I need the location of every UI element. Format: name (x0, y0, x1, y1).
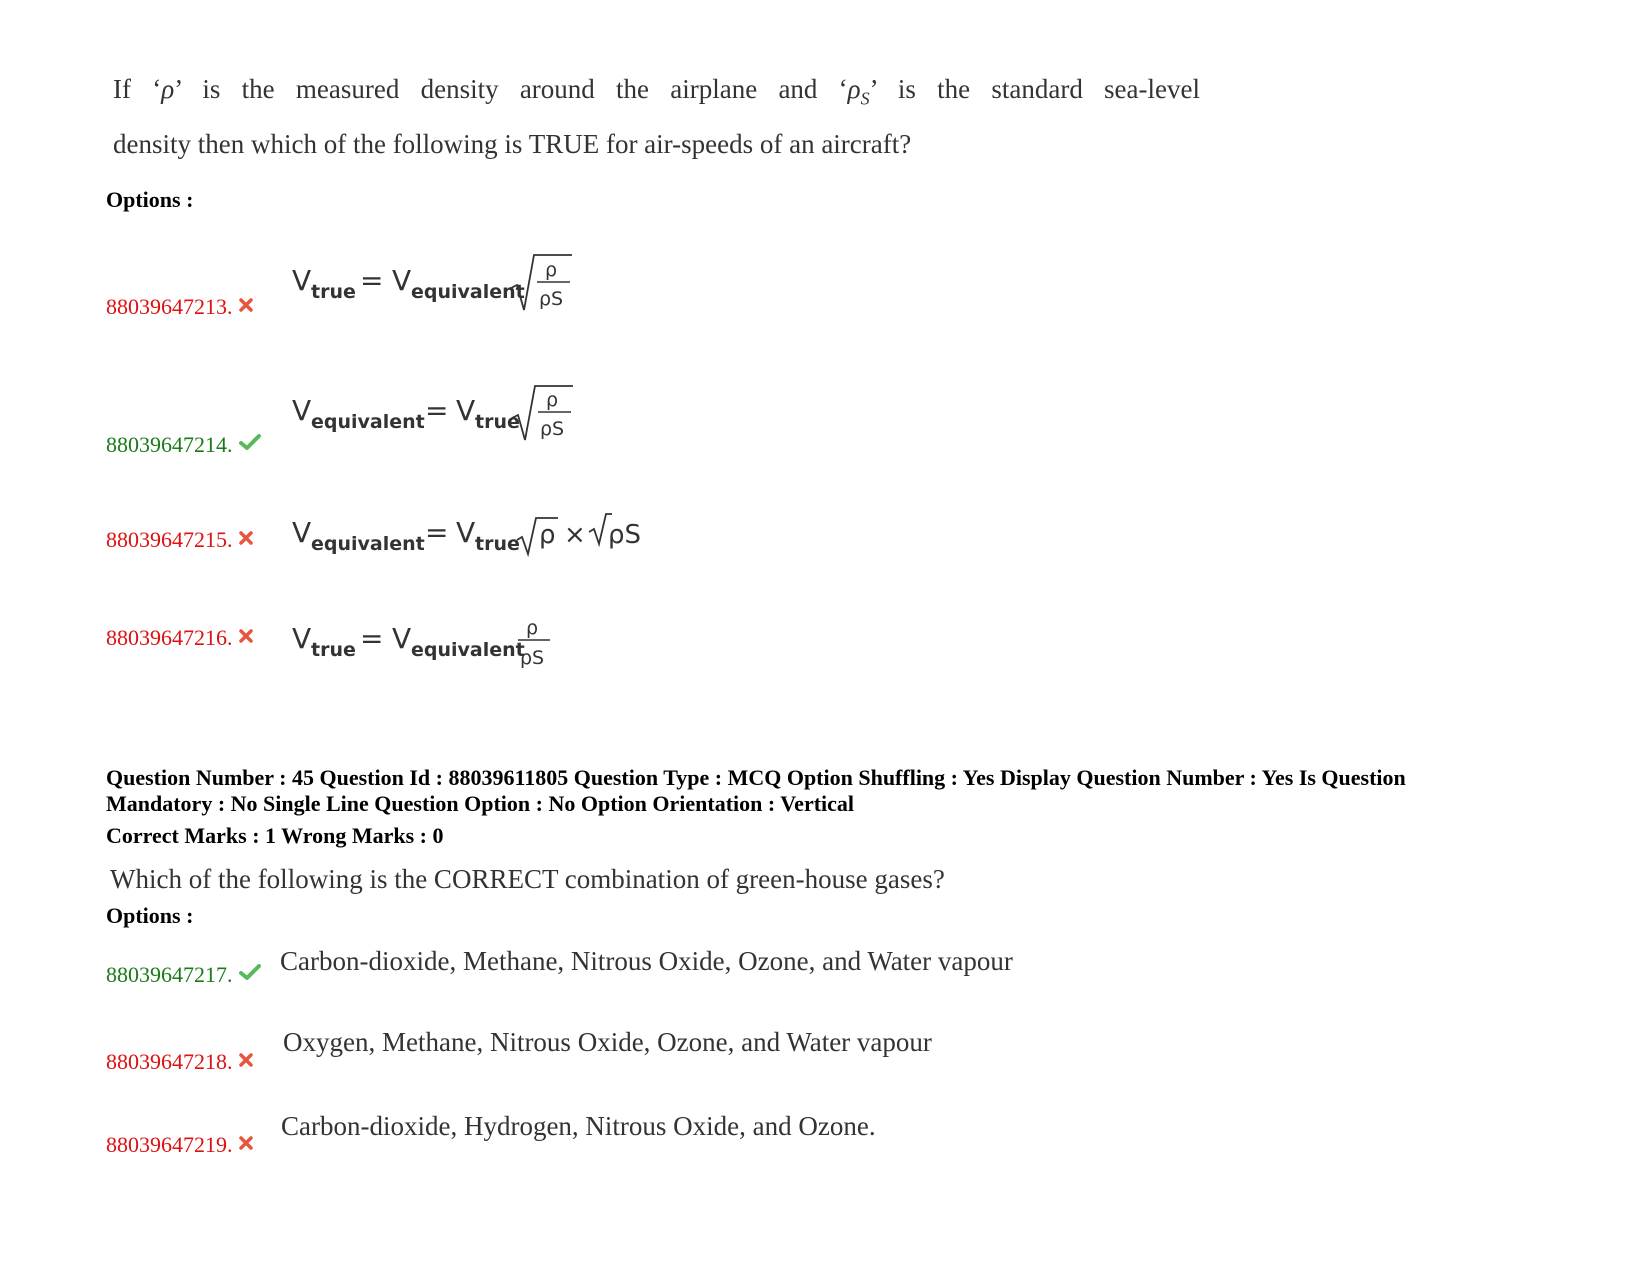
option-formula-1 (290, 248, 590, 335)
formula-sub-true: true (475, 411, 520, 433)
question-text-line-2: density then which of the following is TRUE for air-speeds of an aircraft? (113, 129, 912, 159)
formula-v: V (456, 516, 476, 549)
option-formula-2 (290, 384, 590, 471)
formula-eq: = (425, 394, 449, 427)
cross-icon (239, 623, 253, 649)
formula-numerator: ρ (526, 617, 539, 639)
formula-times: × (564, 520, 586, 550)
formula-sub-true: true (311, 639, 356, 661)
formula-sub-true: true (475, 533, 520, 555)
formula-v: V (292, 622, 312, 655)
option-id: 88039647216. (106, 623, 253, 651)
formula-v: V (392, 622, 412, 655)
formula-eq: = (360, 622, 384, 655)
formula-numerator: ρ (546, 389, 559, 411)
formula-denominator: ρS (539, 288, 564, 310)
formula-sub-true: true (311, 281, 356, 303)
formula-sub-equivalent: equivalent (311, 411, 425, 433)
option-id: 88039647219. (106, 1130, 253, 1158)
cross-icon (239, 1130, 253, 1156)
option-id: 88039647217. (106, 960, 261, 988)
formula-v: V (392, 264, 412, 297)
formula-numerator: ρ (545, 259, 558, 281)
question-text: Which of the following is the CORRECT combination of green-house gases? (110, 864, 945, 894)
option-formula-3 (290, 512, 660, 569)
question-meta-line-2: Mandatory : No Single Line Question Option : No Option Orientation : Vertical (106, 791, 855, 816)
option-id: 88039647215. (106, 525, 253, 553)
check-icon (239, 960, 261, 986)
cross-icon (239, 1047, 253, 1073)
options-label: Options : (106, 903, 194, 928)
formula-rho: ρ (539, 520, 556, 550)
question-text-line-1: If ‘ρ’ is the measured density around the airplane and ‘$\rho_S$’ is the standard sea-level (113, 74, 1200, 109)
options-label: Options : (106, 187, 194, 212)
question-marks: Correct Marks : 1 Wrong Marks : 0 (106, 823, 444, 848)
cross-icon (239, 525, 253, 551)
formula-denominator: ρS (520, 647, 545, 669)
formula-sub-equivalent: equivalent (411, 639, 525, 661)
formula-v: V (292, 516, 312, 549)
option-text: Carbon-dioxide, Hydrogen, Nitrous Oxide, and Ozone. (281, 1111, 876, 1141)
formula-sub-equivalent: equivalent (311, 533, 425, 555)
formula-sub-equivalent: equivalent (411, 281, 525, 303)
question-meta-line-1: Question Number : 45 Question Id : 88039611805 Question Type : MCQ Option Shuffling : Yes Display Question Number : Yes Is Question (106, 765, 1406, 790)
option-text: Carbon-dioxide, Methane, Nitrous Oxide, Ozone, and Water vapour (280, 946, 1013, 976)
formula-rho-s: ρS (608, 520, 642, 550)
formula-eq: = (360, 264, 384, 297)
check-icon (239, 430, 261, 456)
option-id: 88039647214. (106, 430, 261, 458)
formula-v: V (292, 394, 312, 427)
cross-icon (239, 292, 253, 318)
option-id: 88039647218. (106, 1047, 253, 1075)
formula-v: V (292, 264, 312, 297)
formula-denominator: ρS (540, 418, 565, 440)
option-id: 88039647213. (106, 292, 253, 320)
formula-eq: = (425, 516, 449, 549)
option-text: Oxygen, Methane, Nitrous Oxide, Ozone, and Water vapour (283, 1027, 932, 1057)
option-formula-4 (290, 612, 590, 689)
formula-v: V (456, 394, 476, 427)
